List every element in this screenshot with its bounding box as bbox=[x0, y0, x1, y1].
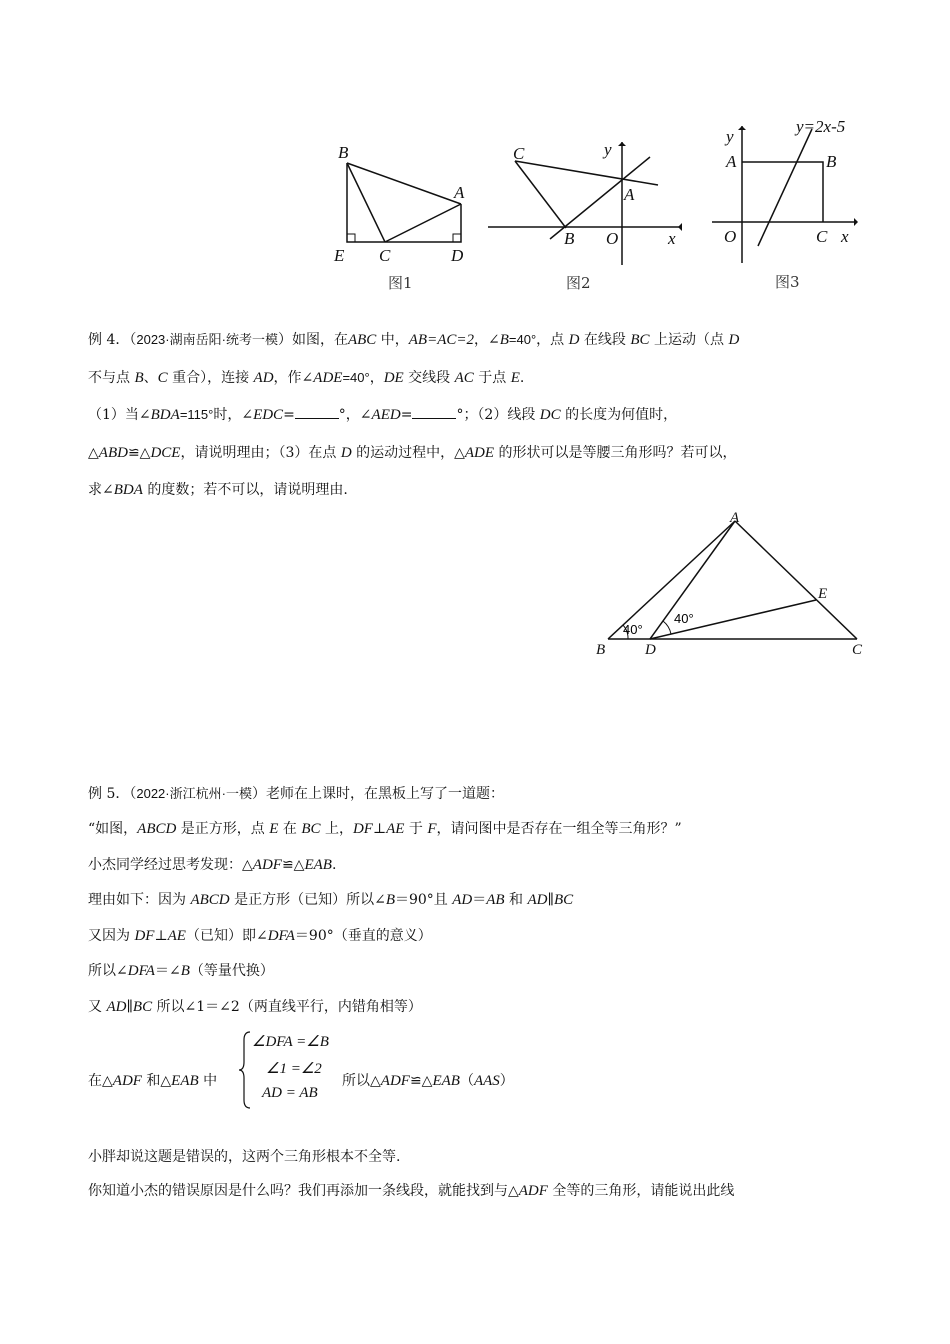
answer-blank-aed[interactable] bbox=[412, 406, 456, 419]
ex4-line-5: 求∠BDA 的度数；若不可以，请说明理由. bbox=[88, 482, 348, 498]
fig2-label-y: y bbox=[604, 140, 612, 159]
fig1-label-e: E bbox=[334, 246, 345, 265]
system-row-1: ∠DFA =∠B bbox=[252, 1034, 329, 1050]
brace-icon bbox=[238, 1030, 252, 1110]
ex5-line-7: 又 AD∥BC 所以∠1＝∠2（两直线平行，内错角相等） bbox=[88, 999, 422, 1015]
fig1-label-d: D bbox=[451, 246, 464, 265]
ex4-line-1: 例 4．（2023·湖南岳阳·统考一模）如图，在ABC 中，AB=AC=2，∠B=40°，点 D 在线段 BC 上运动（点 D bbox=[88, 332, 740, 348]
answer-blank-edc[interactable] bbox=[295, 406, 339, 419]
ex5-line-8: 在△ADF 和△EAB 中 bbox=[88, 1073, 218, 1089]
ex5-line-9: 小胖却说这题是错误的，这两个三角形根本不全等. bbox=[88, 1149, 401, 1165]
fig1-caption: 图1 bbox=[388, 274, 413, 292]
figure-2 bbox=[484, 140, 684, 300]
fig3-caption: 图3 bbox=[775, 273, 800, 291]
ex5-conclusion: 所以△ADF≌△EAB（AAS） bbox=[342, 1073, 514, 1089]
fig3-label-x: x bbox=[841, 227, 849, 246]
fig2-label-o: O bbox=[606, 229, 619, 248]
ex4-line-4: △ABD≌△DCE，请说明理由；（3）在点 D 的运动过程中，△ADE 的形状可以是等腰三角形吗？若可以， bbox=[88, 445, 737, 461]
fig3-label-y: y bbox=[726, 127, 734, 146]
ex5-line-1: 例 5．（2022·浙江杭州·一模）老师在上课时，在黑板上写了一道题： bbox=[88, 786, 504, 802]
fig4-label-c: C bbox=[852, 642, 863, 658]
fig4-label-d: D bbox=[645, 642, 656, 658]
figure-3 bbox=[708, 115, 868, 300]
system-row-3: AD = AB bbox=[262, 1085, 318, 1101]
equation-system bbox=[238, 1030, 338, 1110]
fig3-label-o: O bbox=[724, 227, 737, 246]
fig1-label-a: A bbox=[454, 183, 465, 202]
ex5-line-2: “如图，ABCD 是正方形，点 E 在 BC 上，DF⊥AE 于 F，请问图中是否存在一组全等三角形？” bbox=[88, 821, 682, 837]
fig2-label-b: B bbox=[564, 229, 575, 248]
ex4-line-3: （1）当∠BDA=115°时，∠EDC= °，∠AED= °；（2）线段 DC 的长度为何值时， bbox=[88, 407, 678, 423]
fig4-label-b: B bbox=[596, 642, 606, 658]
fig2-label-x: x bbox=[668, 229, 676, 248]
ex5-line-4: 理由如下：因为 ABCD 是正方形（已知）所以∠B＝90°且 AD＝AB 和 AD∥BC bbox=[88, 892, 574, 908]
ex5-line-5: 又因为 DF⊥AE（已知）即∠DFA＝90°（垂直的意义） bbox=[88, 928, 432, 944]
figure-4 bbox=[590, 508, 880, 660]
ex5-line-6: 所以∠DFA＝∠B（等量代换） bbox=[88, 963, 274, 979]
ex5-line-3: 小杰同学经过思考发现：△ADF≌△EAB. bbox=[88, 857, 337, 873]
system-row-2: ∠1 =∠2 bbox=[266, 1061, 322, 1077]
fig3-label-b: B bbox=[826, 152, 837, 171]
figure-1 bbox=[330, 140, 470, 300]
fig2-label-c: C bbox=[513, 144, 525, 163]
fig1-label-b: B bbox=[338, 143, 349, 162]
fig2-label-a: A bbox=[624, 185, 635, 204]
fig3-line-equation: y=2x-5 bbox=[796, 117, 846, 136]
fig4-angle-d: 40° bbox=[674, 611, 694, 626]
ex4-line-2: 不与点 B、C 重合），连接 AD，作∠ADE=40°，DE 交线段 AC 于点 E. bbox=[88, 370, 525, 386]
ex5-line-10: 你知道小杰的错误原因是什么吗？我们再添加一条线段，就能找到与△ADF 全等的三角形，请能说出此线 bbox=[88, 1183, 735, 1199]
fig1-label-c: C bbox=[379, 246, 391, 265]
fig2-caption: 图2 bbox=[566, 274, 591, 292]
fig4-label-a: A bbox=[730, 510, 740, 526]
fig4-angle-b: 40° bbox=[623, 622, 643, 637]
fig3-label-c: C bbox=[816, 227, 828, 246]
fig3-label-a: A bbox=[726, 152, 737, 171]
fig4-label-e: E bbox=[818, 586, 828, 602]
